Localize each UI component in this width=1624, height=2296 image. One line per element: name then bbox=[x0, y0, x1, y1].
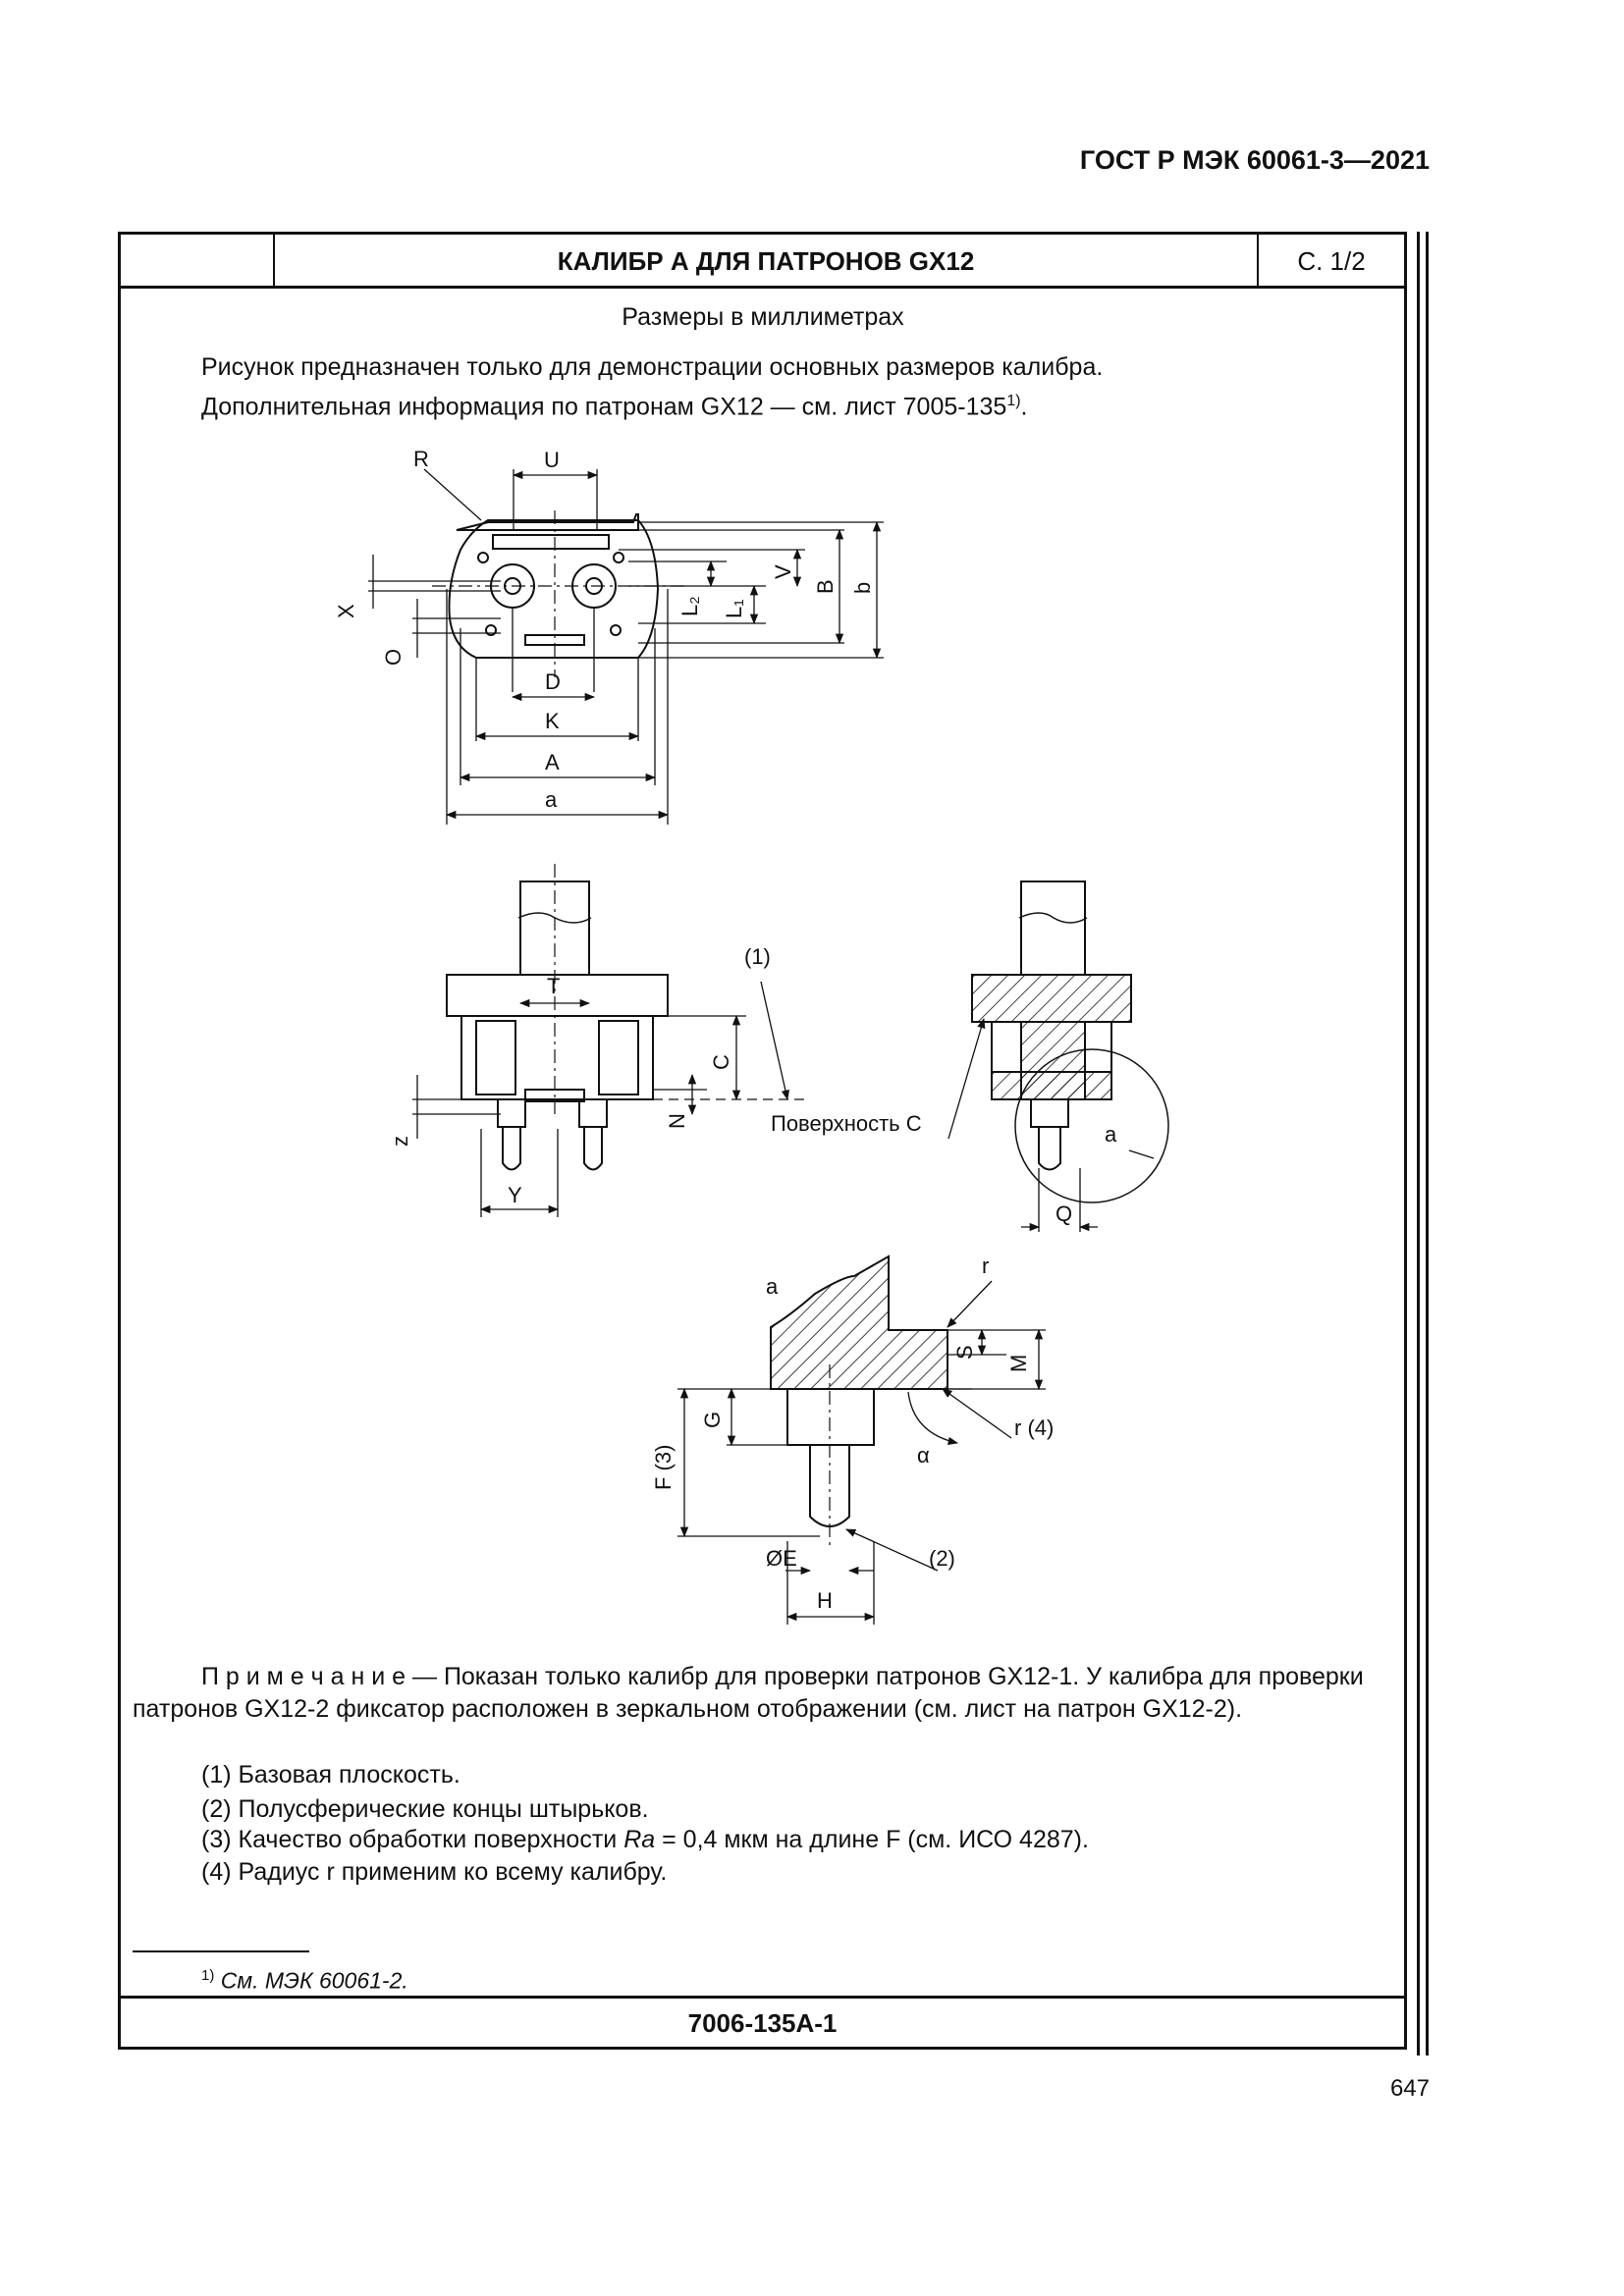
footnote-mark: 1) bbox=[201, 1967, 215, 1984]
label-alpha: α bbox=[917, 1443, 930, 1468]
intro-text: Дополнительная информация по патронам GX12 — см. лист 7005-135 bbox=[201, 393, 1007, 421]
label-r4: r (4) bbox=[1014, 1415, 1055, 1440]
footnote-ref: 1) bbox=[1006, 393, 1021, 409]
label-C: C bbox=[709, 1054, 733, 1070]
detail-view bbox=[677, 1256, 1046, 1625]
label-G: G bbox=[700, 1411, 725, 1428]
label-A: A bbox=[545, 750, 560, 774]
label-pins-2: (2) bbox=[929, 1546, 955, 1571]
label-a-top: a bbox=[545, 787, 558, 812]
label-Y: Y bbox=[508, 1183, 522, 1207]
list-item bbox=[201, 1823, 1089, 1857]
label-U: U bbox=[544, 448, 560, 472]
label-b: b bbox=[850, 581, 875, 594]
footnote-text: См. МЭК 60061-2. bbox=[214, 1967, 408, 1994]
list-item: (1) Базовая плоскость. bbox=[201, 1761, 460, 1789]
item3-rest: = 0,4 мкм на длине F (см. ИСО 4287). bbox=[655, 1826, 1089, 1853]
list-item: (2) Полусферические концы штырьков. bbox=[201, 1795, 649, 1823]
label-M: M bbox=[1006, 1354, 1031, 1372]
label-O: O bbox=[381, 648, 406, 666]
label-R: R bbox=[413, 447, 429, 471]
label-F3: F (3) bbox=[651, 1444, 676, 1490]
label-base-plane: (1) bbox=[744, 944, 771, 969]
section-view bbox=[948, 881, 1168, 1232]
item3-text: (3) Качество обработки поверхности bbox=[201, 1826, 624, 1853]
label-X: X bbox=[334, 604, 358, 618]
label-L1: L₁ bbox=[722, 599, 746, 618]
item3-italic: Ra bbox=[623, 1826, 656, 1853]
label-T: T bbox=[547, 974, 561, 998]
note-line-1 bbox=[201, 1660, 1364, 1694]
label-S: S bbox=[952, 1345, 977, 1360]
label-r: r bbox=[982, 1254, 990, 1278]
sheet-title: КАЛИБР А ДЛЯ ПАТРОНОВ GX12 bbox=[557, 246, 975, 276]
label-L2: L₂ bbox=[677, 596, 702, 616]
label-z: z bbox=[388, 1136, 412, 1147]
sheet-number: С. 1/2 bbox=[1297, 246, 1366, 276]
label-H: H bbox=[817, 1588, 833, 1613]
label-diam-E: ØE bbox=[766, 1546, 797, 1571]
label-surface-C: Поверхность C bbox=[771, 1111, 922, 1136]
list-item: (4) Радиус r применим ко всему калибру. bbox=[201, 1858, 668, 1886]
label-Q: Q bbox=[1056, 1201, 1073, 1226]
sheet-code: 7006-135A-1 bbox=[687, 2008, 838, 2038]
intro-line-1: Рисунок предназначен только для демонстрации основных размеров калибра. bbox=[201, 353, 1104, 381]
note-text: — Показан только калибр для проверки патронов GX12-1. У калибра для проверки bbox=[406, 1663, 1364, 1690]
label-B: B bbox=[813, 579, 838, 594]
label-N: N bbox=[665, 1113, 689, 1129]
footnote bbox=[201, 1958, 408, 1999]
label-V: V bbox=[771, 564, 795, 579]
label-a-section: a bbox=[1105, 1122, 1117, 1147]
units-note: Размеры в миллиметрах bbox=[622, 303, 904, 331]
intro-end: . bbox=[1020, 393, 1028, 421]
label-K: K bbox=[545, 709, 560, 733]
top-view bbox=[368, 469, 884, 825]
label-D: D bbox=[545, 669, 561, 694]
label-a-detail: a bbox=[766, 1274, 779, 1299]
standard-number: ГОСТ Р МЭК 60061-3—2021 bbox=[1079, 145, 1430, 175]
footnote-rule bbox=[133, 1950, 309, 1952]
page-number: 647 bbox=[1389, 2075, 1430, 2102]
note-label: П р и м е ч а н и е bbox=[201, 1663, 406, 1690]
note-line-2: патронов GX12-2 фиксатор расположен в зеркальном отображении (см. лист на патрон GX12-2). bbox=[133, 1695, 1243, 1723]
side-view bbox=[412, 864, 805, 1217]
